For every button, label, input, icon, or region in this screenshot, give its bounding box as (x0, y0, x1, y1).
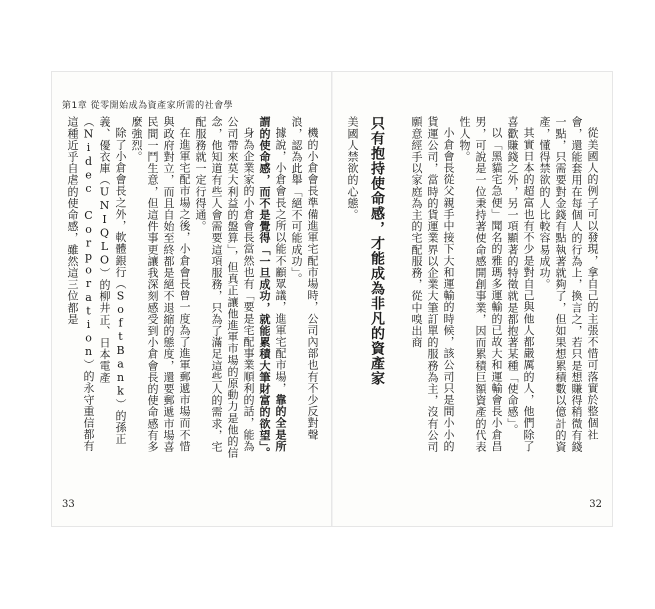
bold-emphasis: 靠的全是所謂的使命感，而不是覺得「一旦成功，就能累積大筆財富的欲望」。 (258, 116, 287, 459)
paragraph: 除了小倉會長之外，軟體銀行（SoftBank）的孫正義、優衣庫（UNIQLO）的柳井正、日本電產（Nidec Corporation）的永守重信都有這種近乎自虐的使命感，雖然這三位都是 (66, 116, 127, 452)
page-number: 33 (62, 499, 75, 510)
continued-line: 美國人禁欲的心態。 (346, 116, 359, 221)
right-page (332, 72, 612, 526)
left-page-body (66, 116, 320, 461)
paragraph: 機的小倉會長準備進軍宅配市場時，公司內部也有不少反對聲浪，認為此舉「絕不可能成功」。 (290, 116, 319, 441)
book-spread (52, 72, 612, 526)
paragraph: 據說，小倉會長之所以能不顧眾議，進軍宅配市場，靠的全是所謂的使命感，而不是覺得「一旦成功，就能累積大筆財富的欲望」。 (258, 116, 287, 459)
left-page (52, 72, 332, 526)
page-number: 32 (589, 499, 602, 510)
paragraph: 小倉會長從父親手中接下大和運輸的時候，該公司只是間小小的貨運公司，當時的貨運業界以企業大筆訂單的服務為主，沒有公司願意經手以家庭為主的宅配服務，從中嗅出商 (410, 116, 455, 453)
paragraph: 以「黑貓宅急便」聞名的雅瑪多運輸的已故大和運輸會長小倉昌男，可說是一位秉持著使命感開創事業，因而累積巨額資產的代表性人物。 (458, 116, 503, 453)
section-heading: 只有抱持使命感，才能成為非凡的資產家 (369, 116, 385, 386)
paragraph: 在進軍宅配市場之後，小倉會長曾一度為了進軍郵遞市場而不惜與政府對立，而且自始至終都是絕不退縮的態度，還要郵遞市場喜民間一鬥生意，但這件事更讓我深刻感受到小倉會長的使命感有多麼強烈。 (130, 116, 191, 453)
right-page-body (408, 116, 600, 461)
paragraph: 身為企業家的小倉會長當然也有「要是宅配事業順利的話，能為公司帶來莫大利益的盤算」，但真正讓他進軍市場的原動力是他的信念，他知道有些人會需要這項服務，只為了滿足這些人的需求，宅配服務就一定行得通。 (194, 116, 255, 459)
paragraph: 其實日本的超富也有不少是對自己與他人都嚴厲的人，他們除了喜歡賺錢之外，另一項顯著的特徵就是都抱著某種「使命感」。 (506, 116, 535, 452)
running-head: 第1章 從零開始成為資產家所需的社會學 (62, 101, 234, 111)
paragraph: 從美國人的例子可以發現，拿自己的主張不惜可落實於整個社會，還能套用在每個人的行為上，換言之，若只是想賺得稍微有錢一點，只需要對金錢有點執著就夠了，但如果想累積數以億計的資產，懂得禁欲的人比較容易成功。 (538, 116, 599, 453)
